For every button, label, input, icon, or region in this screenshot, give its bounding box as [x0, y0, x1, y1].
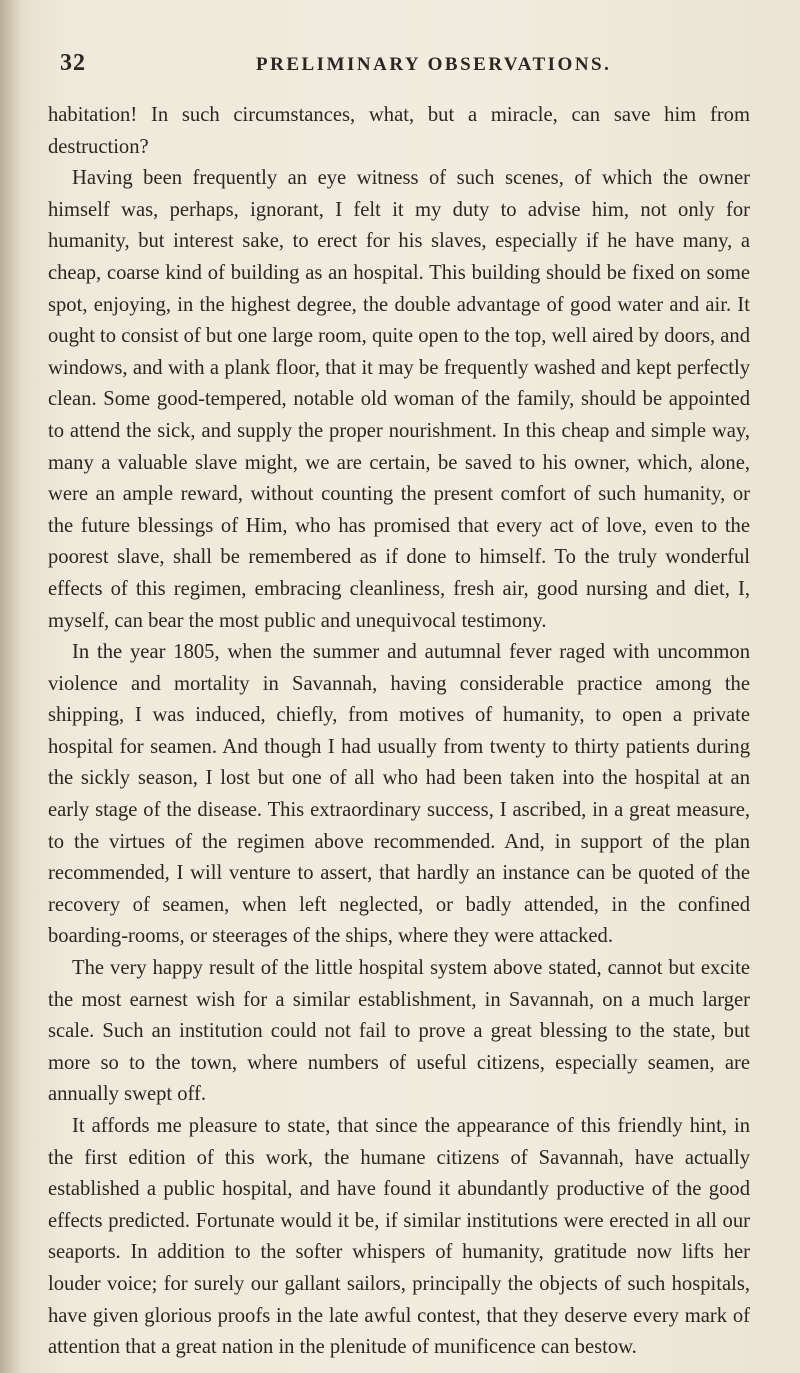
paragraph: Having been frequently an eye witness of such scenes, of which the owner himself was, perhaps, ignorant, I felt it my duty to advise him, not only for humanity, but interest sake, to erect for his slaves, especially if he have many, a cheap, coarse kind of building as an hospital. This building should be fixed on some spot, enjoying, in the highest degree, the double advantage of good water and air. It ought to consist of but one large room, quite open to the top, well aired by doors, and windows, and with a plank floor, that it may be frequently washed and kept perfectly clean. Some good-tempered, notable old woman of the family, should be appointed to attend the sick, and supply the proper nourishment. In this cheap and simple way, many a valuable slave might, we are certain, be saved to his owner, which, alone, were an ample reward, without counting the present comfort of such humanity, or the future blessings of Him, who has promised that every act of love, even to the poorest slave, shall be remembered as if done to himself. To the truly wonderful effects of this regimen, embracing cleanliness, fresh air, good nursing and diet, I, myself, can bear the most public and unequivocal testimony.	[48, 167, 750, 632]
body-text	[48, 100, 750, 1364]
paragraph: The very happy result of the little hospital system above stated, cannot but excite the most earnest wish for a similar establishment, in Savannah, on a much larger scale. Such an institution could not fail to prove a great blessing to the state, but more so to the town, where numbers of useful citizens, especially seamen, are annually swept off.	[48, 957, 750, 1106]
running-head: PRELIMINARY OBSERVATIONS.	[256, 54, 612, 75]
page-number: 32	[60, 50, 86, 76]
page-header	[28, 50, 768, 90]
page-edge-shadow	[0, 0, 22, 1373]
paragraph: It affords me pleasure to state, that since the appearance of this friendly hint, in the first edition of this work, the humane citizens of Savannah, have actually established a public hospital, and have found it abundantly productive of the good effects predicted. Fortunate would it be, if similar institutions were erected in all our seaports. In addition to the softer whispers of humanity, gratitude now lifts her louder voice; for surely our gallant sailors, principally the objects of such hospitals, have given glorious proofs in the late awful contest, that they deserve every mark of attention that a great nation in the plenitude of munificence can bestow.	[48, 1115, 750, 1359]
paragraph: In the year 1805, when the summer and autumnal fever raged with uncommon violence and mortality in Savannah, having considerable practice among the shipping, I was induced, chiefly, from motives of humanity, to open a private hospital for seamen. And though I had usually from twenty to thirty patients during the sickly season, I lost but one of all who had been taken into the hospital at an early stage of the disease. This extraordinary success, I ascribed, in a great measure, to the virtues of the regimen above recommended. And, in support of the plan recommended, I will venture to assert, that hardly an instance can be quoted of the recovery of seamen, when left neglected, or badly attended, in the confined boarding-rooms, or steerages of the ships, where they were attacked.	[48, 641, 750, 948]
paragraph: habitation! In such circumstances, what, but a miracle, can save him from destruction?	[48, 104, 750, 158]
